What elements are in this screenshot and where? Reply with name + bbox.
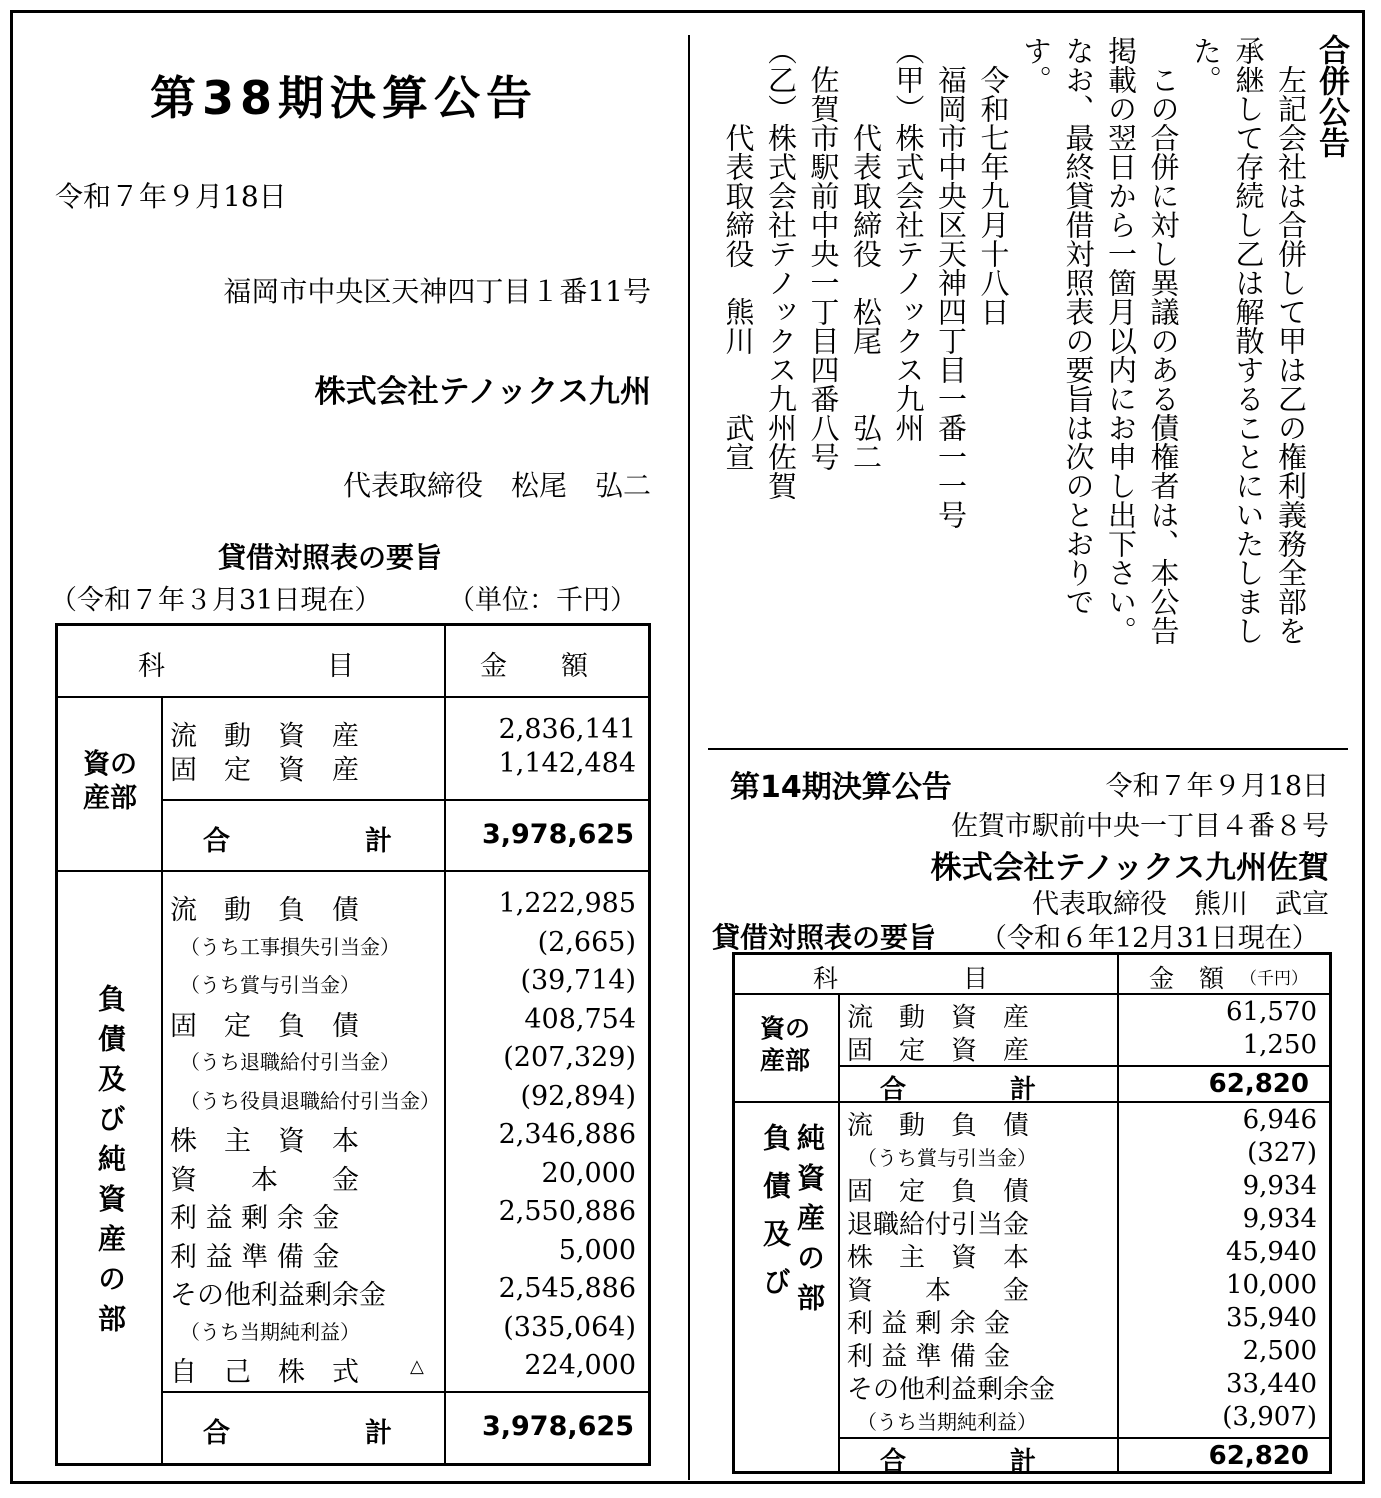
table-row <box>170 927 636 966</box>
row-label: その他利益剰余金 <box>847 1375 1056 1405</box>
table-row <box>170 1081 636 1120</box>
row-value: 2,836,141 <box>498 714 636 745</box>
right-liab-section-a: 負債及び <box>759 1123 792 1315</box>
table-row <box>170 1350 636 1389</box>
row-label: （うち工事損失引当金） <box>180 934 400 959</box>
row-value: (2,665) <box>537 926 636 958</box>
merger-heading: 合併公告 <box>1313 34 1349 158</box>
left-col-amount-header: 金 額 <box>480 651 588 682</box>
merger-text-column: 承継して存続し乙は解散することにいたしまし <box>1231 36 1266 645</box>
left-balance-table <box>55 623 651 1466</box>
table-row <box>847 1303 1317 1339</box>
left-liab-total-label: 合 計 <box>203 1418 392 1449</box>
right-liab-total-label: 合 計 <box>880 1447 1037 1477</box>
row-label: 固 定 資 産 <box>170 755 359 786</box>
table-row <box>170 748 636 786</box>
table-row <box>847 1138 1317 1171</box>
row-label: 流 動 負 債 <box>170 895 359 926</box>
row-value: (327) <box>1247 1138 1317 1168</box>
left-assets-total-label: 合 計 <box>203 826 392 857</box>
merger-text-column: た。 <box>1189 36 1223 94</box>
table-row <box>847 1237 1317 1273</box>
row-label: 利 益 剰 余 金 <box>170 1203 340 1234</box>
row-label: 利 益 準 備 金 <box>170 1241 340 1273</box>
column-divider <box>688 35 690 1480</box>
right-liab-total: 62,820 <box>1208 1441 1309 1471</box>
row-value: 20,000 <box>541 1157 636 1189</box>
right-liab-section-b: 純資産の部 <box>793 1123 826 1323</box>
left-representative: 代表取締役 松尾 弘二 <box>342 469 651 502</box>
right-title: 第14期決算公告 <box>730 770 952 805</box>
table-row <box>170 888 636 927</box>
table-row <box>170 1273 636 1312</box>
negative-mark: △ <box>410 1356 424 1377</box>
right-assets-total-label: 合 計 <box>880 1075 1037 1105</box>
row-value: 6,946 <box>1242 1105 1317 1135</box>
merger-text-column: 左記会社は合併して甲は乙の権利義務全部を <box>1274 36 1308 645</box>
table-row <box>847 1204 1317 1240</box>
right-representative: 代表取締役 熊川 武宣 <box>1032 889 1329 920</box>
row-value: 2,500 <box>1242 1336 1317 1366</box>
table-row <box>847 1171 1317 1207</box>
row-value: 61,570 <box>1226 997 1317 1027</box>
table-row <box>847 1402 1317 1435</box>
row-value: 2,346,886 <box>498 1119 636 1150</box>
row-value: (207,329) <box>503 1042 636 1073</box>
table-row <box>170 1004 636 1043</box>
right-bs-title: 貸借対照表の要旨 <box>712 921 937 954</box>
left-date: 令和７年９月18日 <box>55 180 287 213</box>
row-label: 自 己 株 式 <box>170 1357 359 1388</box>
table-row <box>170 1196 636 1235</box>
row-value: (39,714) <box>520 965 636 996</box>
row-label: 利 益 準 備 金 <box>847 1342 1011 1372</box>
row-label: 資 本 金 <box>170 1164 359 1196</box>
row-value: (3,907) <box>1222 1402 1317 1432</box>
merger-text-column: （乙）株式会社テノックス九州佐賀 <box>764 36 798 500</box>
merger-text-column: 佐賀市駅前中央一丁目四番八号 <box>806 36 841 471</box>
row-label: （うち当期純利益） <box>857 1410 1037 1434</box>
right-date: 令和７年９月18日 <box>1105 771 1329 802</box>
merger-notice <box>700 30 1360 730</box>
merger-text-column: 令和七年九月十八日 <box>976 36 1011 326</box>
row-value: 1,222,985 <box>498 888 636 919</box>
right-balance-table <box>732 952 1332 1477</box>
row-value: (335,064) <box>503 1311 636 1343</box>
table-row <box>170 1119 636 1158</box>
row-value: 45,940 <box>1226 1237 1317 1267</box>
row-value: 35,940 <box>1226 1303 1317 1333</box>
right-col-amount-header: 金 額 <box>1149 964 1225 993</box>
row-label: 資 本 金 <box>847 1276 1030 1306</box>
table-row <box>170 1158 636 1197</box>
row-value: 1,250 <box>1242 1030 1317 1060</box>
table-row <box>170 1235 636 1274</box>
row-label: 固 定 負 債 <box>847 1177 1030 1207</box>
row-value: (92,894) <box>520 1080 636 1112</box>
merger-text-column: なお、最終貸借対照表の要旨は次のとおりで <box>1061 36 1096 616</box>
row-label: （うち退職給付引当金） <box>180 1050 400 1074</box>
table-row <box>847 1105 1317 1141</box>
table-row <box>170 1312 636 1351</box>
left-address: 福岡市中央区天神四丁目１番11号 <box>223 275 651 308</box>
table-row <box>170 714 636 752</box>
left-liab-total: 3,978,625 <box>481 1411 634 1442</box>
table-row <box>847 997 1317 1033</box>
row-label: 流 動 資 産 <box>847 1003 1030 1033</box>
left-bs-title: 貸借対照表の要旨 <box>218 541 443 574</box>
row-label: 固 定 資 産 <box>847 1036 1030 1066</box>
merger-text-column: この合併に対し異議のある債権者は、本公告 <box>1146 36 1181 645</box>
right-bs-asof: （令和６年12月31日現在） <box>980 923 1319 954</box>
row-value: 33,440 <box>1226 1369 1317 1399</box>
left-bs-unit: （単位：千円） <box>448 585 637 616</box>
right-company: 株式会社テノックス九州佐賀 <box>930 850 1329 886</box>
row-value: 9,934 <box>1242 1204 1317 1234</box>
merger-text-column: 代表取締役 松尾 弘二 <box>849 36 883 471</box>
table-row <box>847 1369 1317 1405</box>
row-label: （うち賞与引当金） <box>857 1146 1037 1170</box>
right-assets-total: 62,820 <box>1208 1069 1309 1099</box>
table-row <box>847 1270 1317 1306</box>
left-bs-asof: （令和７年３月31日現在） <box>50 585 382 616</box>
merger-text-column: 福岡市中央区天神四丁目一番一一号 <box>934 36 968 529</box>
row-label: 株 主 資 本 <box>170 1126 359 1157</box>
merger-text-column: （甲）株式会社テノックス九州 <box>891 36 926 442</box>
row-value: 408,754 <box>524 1003 636 1035</box>
left-assets-total: 3,978,625 <box>481 819 634 850</box>
row-value: 224,000 <box>524 1350 636 1381</box>
right-col-item-header: 科 目 <box>813 964 989 993</box>
row-label: 利 益 剰 余 金 <box>847 1309 1011 1339</box>
row-label: 固 定 負 債 <box>170 1010 359 1042</box>
left-liab-section: 負債及び純資産の部 <box>94 984 127 1344</box>
right-assets-section: 資の産部 <box>759 1014 810 1075</box>
merger-text-column: 代表取締役 熊川 武宣 <box>721 36 756 471</box>
section-divider <box>708 748 1348 750</box>
table-row <box>847 1336 1317 1372</box>
table-row <box>170 965 636 1004</box>
row-value: 2,545,886 <box>498 1273 636 1304</box>
row-label: 流 動 負 債 <box>847 1111 1030 1141</box>
right-col-unit: （千円） <box>1240 969 1308 989</box>
left-col-item-header: 科 目 <box>138 651 354 682</box>
row-value: 10,000 <box>1226 1270 1317 1300</box>
row-label: 退職給付引当金 <box>847 1210 1030 1240</box>
row-label: （うち当期純利益） <box>180 1319 360 1344</box>
left-title: 第38期決算公告 <box>150 71 539 125</box>
row-label: （うち役員退職給付引当金） <box>180 1088 440 1113</box>
right-address: 佐賀市駅前中央一丁目４番８号 <box>951 811 1329 842</box>
row-value: 2,550,886 <box>498 1196 636 1227</box>
table-row <box>847 1030 1317 1066</box>
table-row <box>170 1042 636 1081</box>
merger-text-column: す。 <box>1019 36 1053 94</box>
row-value: 1,142,484 <box>498 748 636 779</box>
row-label: （うち賞与引当金） <box>180 973 360 997</box>
row-label: 流 動 資 産 <box>170 721 359 752</box>
row-label: 株 主 資 本 <box>847 1243 1030 1273</box>
row-label: その他利益剰余金 <box>170 1280 386 1311</box>
row-value: 9,934 <box>1242 1171 1317 1201</box>
left-assets-section: 資の産部 <box>83 749 137 814</box>
merger-text-column: 掲載の翌日から一箇月以内にお申し出下さい。 <box>1104 36 1138 645</box>
left-company: 株式会社テノックス九州 <box>314 374 651 410</box>
row-value: 5,000 <box>558 1234 636 1266</box>
